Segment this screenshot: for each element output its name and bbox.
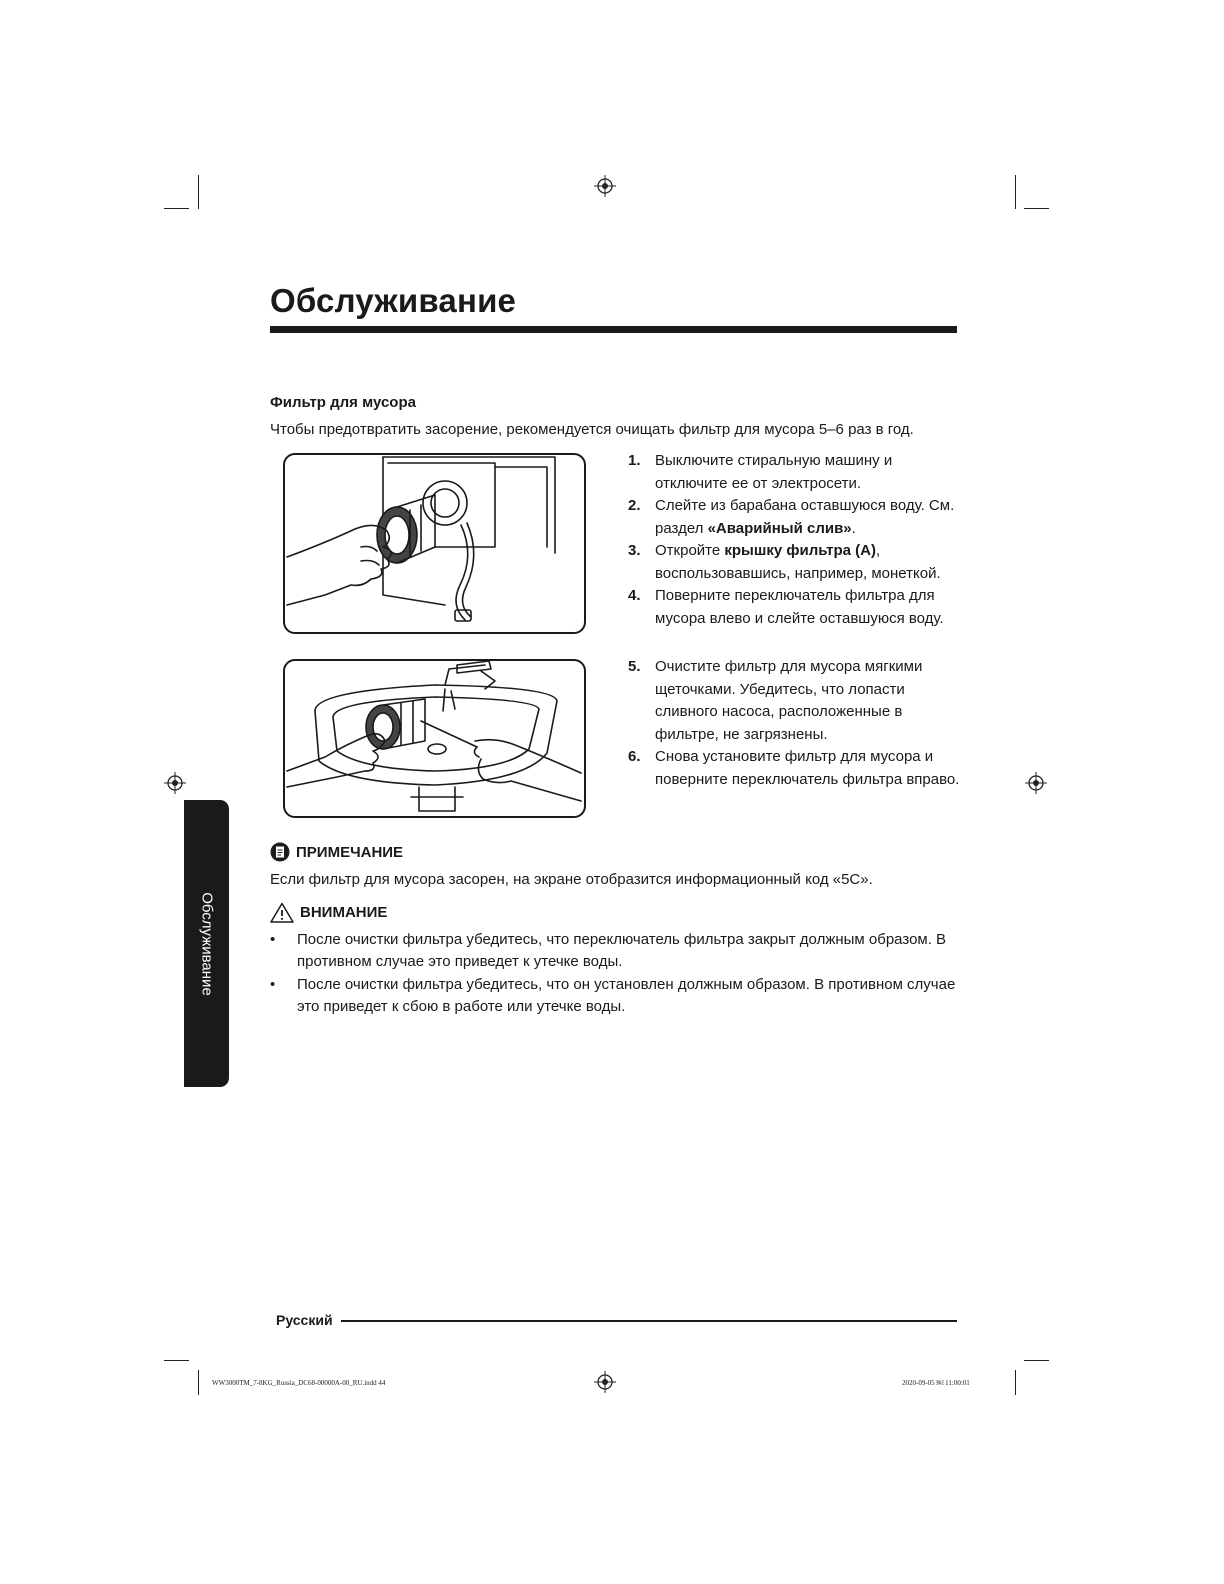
note-heading: [270, 842, 403, 862]
crop-mark: [1024, 208, 1049, 209]
side-tab-label: Обслуживание: [198, 891, 215, 996]
step-text: Откройте: [655, 542, 725, 559]
step-number: 3.: [628, 542, 641, 559]
step-item: [628, 746, 968, 791]
step-item: [628, 495, 968, 540]
step-text: Поверните переключатель фильтра для мусора влево и слейте оставшуюся воду.: [655, 587, 944, 627]
crop-mark: [164, 1360, 189, 1361]
crop-mark: [198, 1370, 199, 1395]
filter-cleaning-drawing: [285, 661, 584, 816]
print-slug-file: WW3000TM_7-8KG_Russia_DC68-00000A-00_RU.indd 44: [212, 1379, 386, 1387]
step-number: 6.: [628, 748, 641, 765]
footer-rule: [341, 1320, 957, 1322]
step-number: 1.: [628, 452, 641, 469]
filter-removal-drawing: [285, 455, 584, 632]
list-item: • После очистки фильтра убедитесь, что он установлен должным образом. В противном случае это приведет к сбою в работе или утечке воды.: [270, 974, 970, 1018]
step-text: Очистите фильтр для мусора мягкими щеточками. Убедитесь, что лопасти сливного насоса, расположенные в фильтре, не загрязнены.: [655, 658, 923, 743]
caution-list: [270, 929, 970, 1019]
registration-mark-icon: [594, 1371, 616, 1393]
page-title: Обслуживание: [270, 282, 517, 319]
registration-mark-icon: [164, 772, 186, 794]
section-heading: Фильтр для мусора: [270, 394, 416, 411]
crop-mark: [164, 208, 189, 209]
step-text: Выключите стиральную машину и отключите ее от электросети.: [655, 452, 893, 492]
side-section-tab: [184, 800, 229, 1087]
step-text: .: [851, 519, 856, 537]
illustration-filter-removal: [283, 453, 586, 634]
warning-triangle-icon: [270, 902, 294, 923]
note-heading-label: ПРИМЕЧАНИЕ: [296, 843, 404, 861]
steps-group-2: [628, 656, 968, 791]
registration-mark-icon: [1025, 772, 1047, 794]
step-item: [628, 656, 968, 746]
registration-mark-icon: [594, 175, 616, 197]
list-item: • После очистки фильтра убедитесь, что переключатель фильтра закрыт должным образом. В противном случае это приведет к утечке воды.: [270, 929, 970, 973]
step-text: , воспользовавшись, например, монеткой.: [655, 542, 941, 582]
step-number: 5.: [628, 658, 641, 675]
print-slug-timestamp: 2020-09-05 ￼ 11:00:01: [902, 1379, 970, 1387]
caution-heading-label: ВНИМАНИЕ: [300, 904, 388, 921]
note-text: Если фильтр для мусора засорен, на экране отобразится информационный код «5C».: [270, 871, 873, 888]
steps-group-1: [628, 450, 968, 630]
caution-heading: [270, 902, 387, 923]
note-icon: [270, 842, 290, 862]
crop-mark: [1015, 175, 1016, 209]
crop-mark: [1024, 1360, 1049, 1361]
intro-text: Чтобы предотвратить засорение, рекомендуется очищать фильтр для мусора 5–6 раз в год.: [270, 421, 914, 438]
step-item: [628, 450, 968, 495]
step-item: [628, 540, 968, 585]
step-text: Снова установите фильтр для мусора и поверните переключатель фильтра вправо.: [655, 748, 960, 788]
footer-language: Русский: [276, 1312, 333, 1328]
title-rule: [270, 326, 957, 333]
step-emphasis: крышку фильтра (A): [724, 542, 876, 559]
crop-mark: [198, 175, 199, 209]
step-number: 4.: [628, 587, 641, 604]
step-item: [628, 585, 968, 630]
step-number: 2.: [628, 497, 641, 514]
step-emphasis: «Аварийный слив»: [707, 519, 852, 537]
step-text: Слейте из барабана оставшуюся воду. См. раздел: [655, 497, 955, 537]
crop-mark: [1015, 1370, 1016, 1395]
illustration-filter-cleaning: [283, 659, 586, 818]
